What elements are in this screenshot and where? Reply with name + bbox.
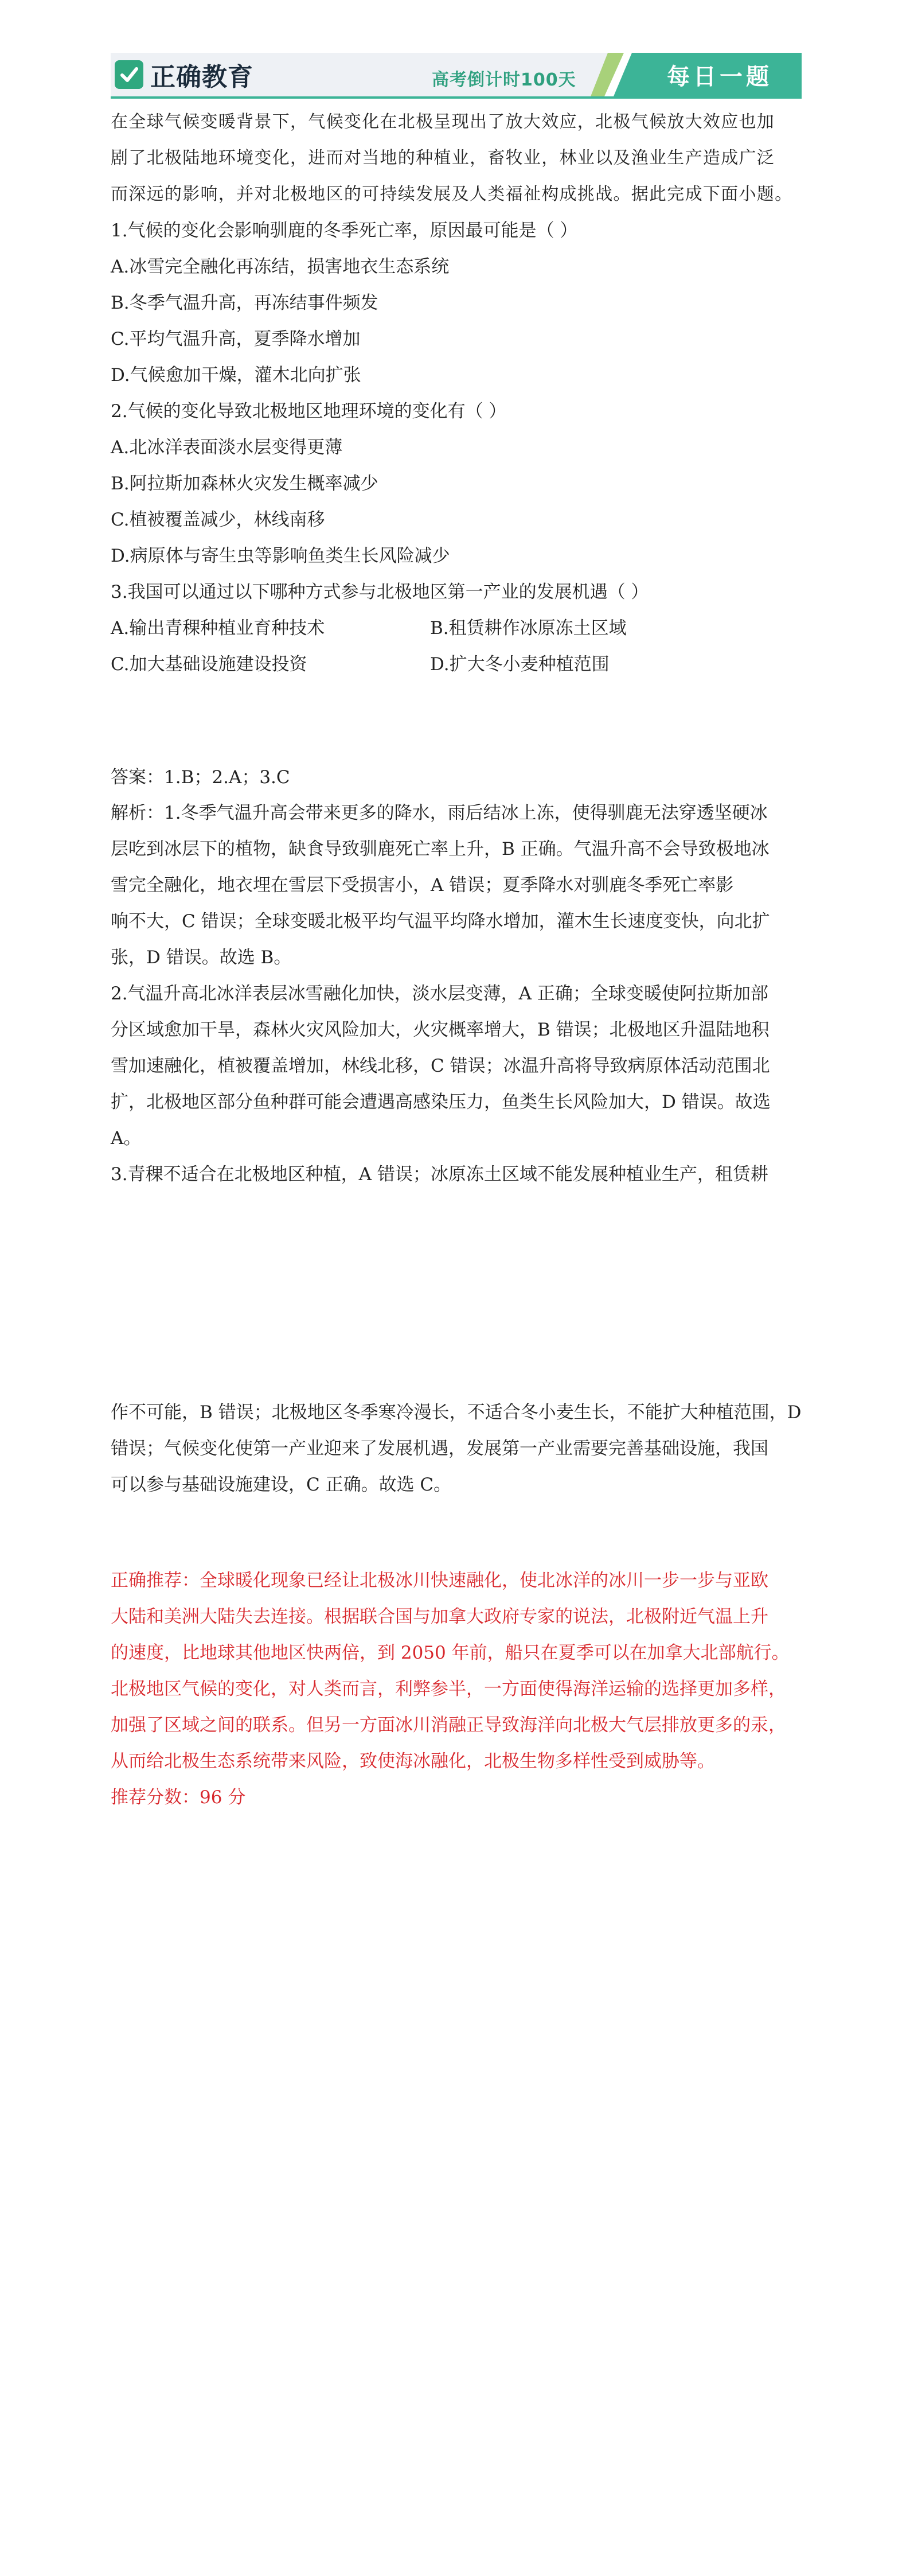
question-1-option-a: A.冰雪完全融化再冻结，损害地衣生态系统 xyxy=(111,256,450,277)
question-2-option-d: D.病原体与寄生虫等影响鱼类生长风险减少 xyxy=(111,546,450,566)
daily-question-label: 每日一题 xyxy=(667,63,772,90)
analysis-line: 3.青稞不适合在北极地区种植，A 错误；冰原冻土区域不能发展种植业生产，租赁耕 xyxy=(111,1164,768,1185)
question-3-stem: 3.我国可以通过以下哪种方式参与北极地区第一产业的发展机遇（ ） xyxy=(111,582,649,602)
analysis-line: 错误；气候变化使第一产业迎来了发展机遇，发展第一产业需要完善基础设施，我国 xyxy=(111,1438,768,1459)
analysis-line: 解析：1.冬季气温升高会带来更多的降水，雨后结冰上冻，使得驯鹿无法穿透坚硬冰 xyxy=(111,803,768,823)
analysis-line: 作不可能，B 错误；北极地区冬季寒冷漫长，不适合冬小麦生长，不能扩大种植范围，D xyxy=(111,1402,802,1423)
intro-line: 在全球气候变暖背景下，气候变化在北极呈现出了放大效应，北极气候放大效应也加 xyxy=(111,112,775,132)
question-3-option-a: A.输出青稞种植业育种技术 xyxy=(111,618,325,639)
analysis-line: 雪加速融化，植被覆盖增加，林线北移，C 错误；冰温升高将导致病原体活动范围北 xyxy=(111,1056,770,1076)
header-underline xyxy=(111,96,802,99)
question-1-stem: 1.气候的变化会影响驯鹿的冬季死亡率，原因最可能是（ ） xyxy=(111,220,578,241)
intro-line: 而深远的影响，并对北极地区的可持续发展及人类福祉构成挑战。据此完成下面小题。 xyxy=(111,184,793,204)
brand-name: 正确教育 xyxy=(150,63,253,92)
intro-line: 剧了北极陆地环境变化，进而对当地的种植业，畜牧业，林业以及渔业生产造成广泛 xyxy=(111,148,775,168)
question-3-option-c: C.加大基础设施建设投资 xyxy=(111,654,307,675)
recommend-line: 北极地区气候的变化，对人类而言，利弊参半，一方面使得海洋运输的选择更加多样， xyxy=(111,1679,786,1699)
recommend-line: 正确推荐：全球暖化现象已经让北极冰川快速融化，使北冰洋的冰川一步一步与亚欧 xyxy=(111,1570,768,1591)
answer-line: 答案：1.B；2.A；3.C xyxy=(111,767,290,788)
question-2-option-a: A.北冰洋表面淡水层变得更薄 xyxy=(111,437,343,458)
question-1-option-b: B.冬季气温升高，再冻结事件频发 xyxy=(111,293,378,313)
question-2-stem: 2.气候的变化导致北极地区地理环境的变化有（ ） xyxy=(111,401,507,422)
analysis-line: A。 xyxy=(111,1128,142,1149)
analysis-line: 分区域愈加干旱，森林火灾风险加大，火灾概率增大，B 错误；北极地区升温陆地积 xyxy=(111,1019,770,1040)
recommend-line: 从而给北极生态系统带来风险，致使海冰融化，北极生物多样性受到威胁等。 xyxy=(111,1751,715,1772)
question-2-option-c: C.植被覆盖减少，林线南移 xyxy=(111,509,325,530)
recommend-line: 加强了区域之间的联系。但另一方面冰川消融正导致海洋向北极大气层排放更多的汞， xyxy=(111,1715,786,1736)
checkmark-icon xyxy=(115,60,143,89)
analysis-line: 雪完全融化，地衣埋在雪层下受损害小，A 错误；夏季降水对驯鹿冬季死亡率影 xyxy=(111,875,734,896)
brand-logo xyxy=(115,59,253,91)
analysis-line: 2.气温升高北冰洋表层冰雪融化加快，淡水层变薄，A 正确；全球变暖使阿拉斯加部 xyxy=(111,983,768,1004)
analysis-line: 层吃到冰层下的植物，缺食导致驯鹿死亡率上升，B 正确。气温升高不会导致极地冰 xyxy=(111,839,770,859)
question-1-option-d: D.气候愈加干燥，灌木北向扩张 xyxy=(111,365,361,386)
analysis-line: 扩，北极地区部分鱼种群可能会遭遇高感染压力，鱼类生长风险加大，D 错误。故选 xyxy=(111,1092,771,1112)
countdown-text: 高考倒计时100天 xyxy=(432,70,576,90)
question-3-option-b: B.租赁耕作冰原冻土区域 xyxy=(430,618,627,639)
question-2-option-b: B.阿拉斯加森林火灾发生概率减少 xyxy=(111,473,378,494)
question-1-option-c: C.平均气温升高，夏季降水增加 xyxy=(111,329,361,349)
recommend-line: 大陆和美洲大陆失去连接。根据联合国与加拿大政府专家的说法，北极附近气温上升 xyxy=(111,1606,768,1627)
recommend-line: 的速度，比地球其他地区快两倍，到 2050 年前，船只在夏季可以在加拿大北部航行。 xyxy=(111,1643,790,1663)
analysis-line: 张，D 错误。故选 B。 xyxy=(111,947,292,968)
analysis-line: 响不大，C 错误；全球变暖北极平均气温平均降水增加，灌木生长速度变快，向北扩 xyxy=(111,911,770,932)
analysis-line: 可以参与基础设施建设，C 正确。故选 C。 xyxy=(111,1474,452,1495)
recommend-score: 推荐分数：96 分 xyxy=(111,1787,246,1808)
question-3-option-d: D.扩大冬小麦种植范围 xyxy=(430,654,610,675)
